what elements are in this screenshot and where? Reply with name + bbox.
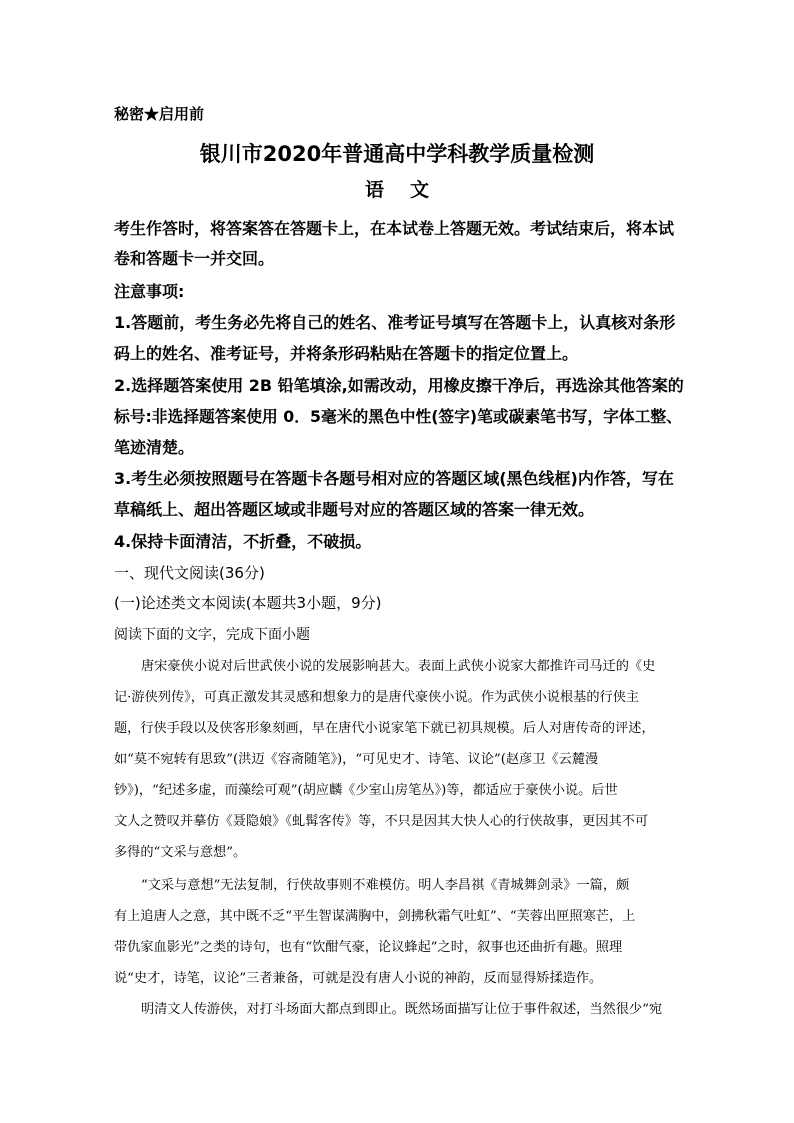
notice-heading: 注意事项: [114,282,185,301]
passage-line: 说“史才，诗笔，议论”三者兼备，可就是没有唐人小说的神韵，反而显得矫揉造作。 [114,971,603,986]
passage-line: 文人之赞叹并摹仿《聂隐娘》《虬髯客传》等，不只是因其大快人心的行侠故事，更因其不可 [114,814,649,829]
passage-line: 明清文人传游侠，对打斗场面大都点到即止。既然场面描写让位于事件叙述，当然很少“宛 [141,1002,663,1017]
instruction-line: 卷和答题卡一并交回。 [114,249,275,268]
secrecy-label: 秘密★启用前 [114,105,205,123]
reading-prompt: 阅读下面的文字，完成下面小题 [114,627,310,643]
passage-line: 钞》)，“纪述多虚，而藻绘可观”(胡应麟《少室山房笔丛》)等，都适应于豪侠小说。后世 [114,783,618,798]
subject-title: 语文 [364,179,455,201]
instruction-line: 1.答题前，考生务必先将自己的姓名、准考证号填写在答题卡上，认真核对条形 [114,313,676,332]
passage-line: 有上追唐人之意，其中既不乏“平生智谋满胸中，剑拂秋霜气吐虹”、“芙蓉出匣照寒芒，上 [114,909,636,924]
passage-line: 多得的“文采与意想”。 [114,845,247,860]
passage-line: 唐宋豪侠小说对后世武侠小说的发展影响甚大。表面上武侠小说家大都推许司马迁的《史 [141,659,656,674]
instruction-line: 3.考生必须按照题号在答题卡各题号相对应的答题区域(黑色线框)内作答，写在 [114,469,674,488]
passage-line: 如“莫不宛转有思致”(洪迈《容斋随笔》)，“可见史才、诗笔、议论”(赵彦卫《云麓漫 [114,752,599,767]
instruction-line: 码上的姓名、准考证号，并将条形码粘贴在答题卡的指定位置上。 [114,344,579,363]
passage-line: 题，行侠手段以及侠客形象刻画，早在唐代小说家笔下就已初具规模。后人对唐传奇的评述， [114,721,655,736]
passage-line: “文采与意想”无法复制，行侠故事则不难模仿。明人李昌祺《青城舞剑录》一篇，颇 [141,878,630,893]
instruction-line: 笔迹清楚。 [114,438,195,457]
section-heading: 一、现代文阅读(36分) [114,564,265,582]
instruction-line: 草稿纸上、超出答题区域或非题号对应的答题区域的答案一律无效。 [114,500,595,519]
section-subheading: (一)论述类文本阅读(本题共3小题，9分) [114,594,382,612]
instruction-line: 2.选择题答案使用 2B 铅笔填涂,如需改动，用橡皮擦干净后，再选涂其他答案的 [114,376,684,395]
passage-line: 记·游侠列传》，可真正激发其灵感和想象力的是唐代豪侠小说。作为武侠小说根基的行侠主 [114,690,640,705]
instruction-line: 考生作答时，将答案答在答题卡上，在本试卷上答题无效。考试结束后，将本试 [114,219,675,238]
exam-title: 银川市2020年普通高中学科教学质量检测 [199,142,595,166]
instruction-line: 标号:非选择题答案使用 0．5毫米的黑色中性(签字)笔或碳素笔书写，字体工整、 [114,407,682,426]
passage-line: 带仇家血影光”之类的诗句，也有“饮酣气豪，论议蜂起”之时，叙事也还曲折有趣。照理 [114,940,623,955]
instruction-line: 4.保持卡面清洁，不折叠，不破损。 [114,532,372,551]
